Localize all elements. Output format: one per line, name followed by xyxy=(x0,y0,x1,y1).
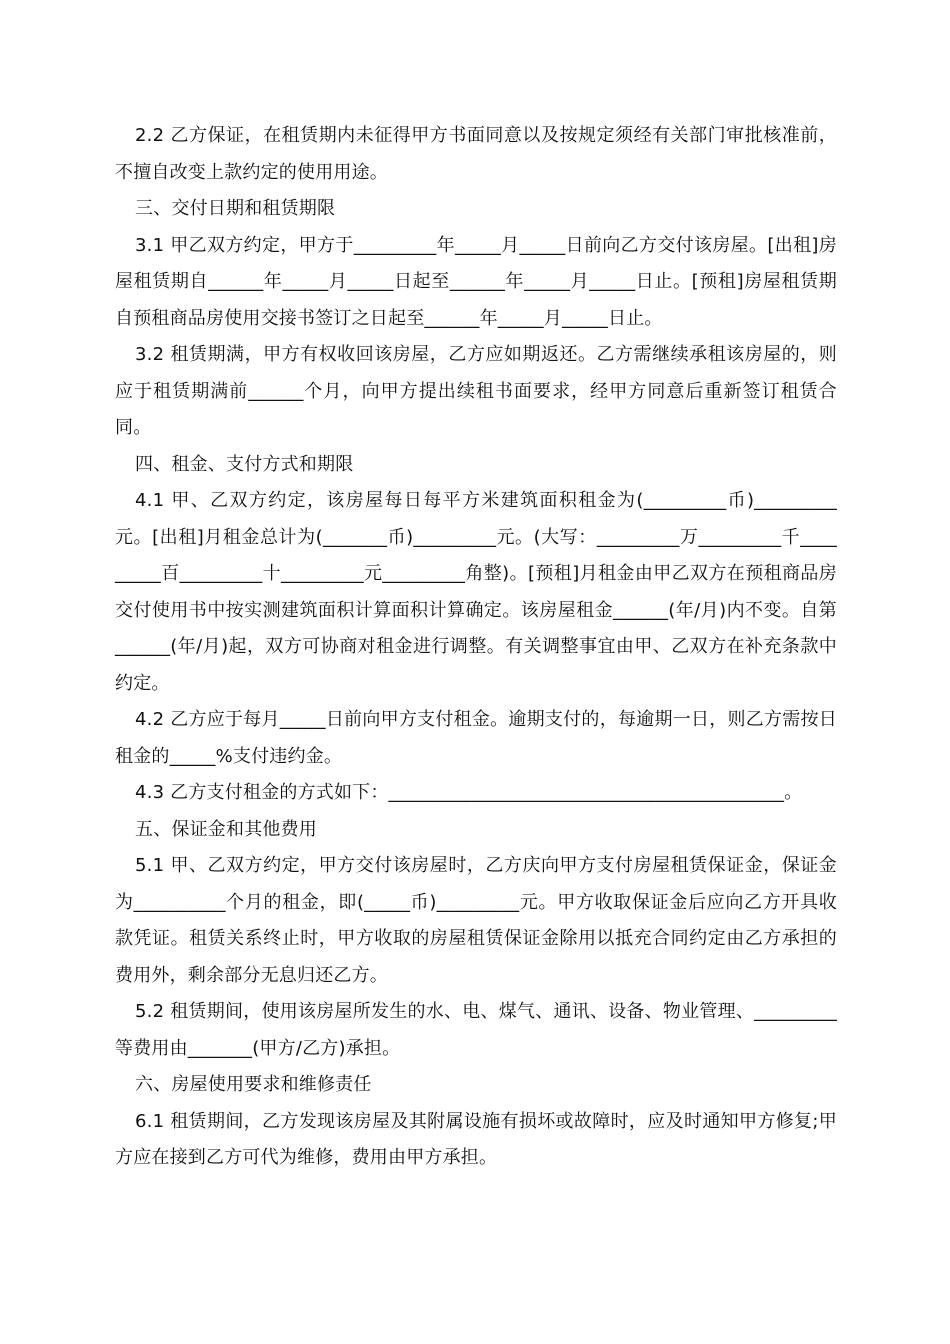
clause-4-3: 4.3 乙方支付租金的方式如下：___________________________________________。 xyxy=(135,782,803,803)
section-heading-6: 六、房屋使用要求和维修责任 xyxy=(135,1074,372,1095)
document-body xyxy=(115,118,837,1177)
section-heading-3: 三、交付日期和租赁期限 xyxy=(135,198,336,219)
section-heading-5: 五、保证金和其他费用 xyxy=(135,818,317,840)
section-heading-4: 四、租金、支付方式和期限 xyxy=(135,453,354,475)
clause-2-2: 2.2 乙方保证，在租赁期内未征得甲方书面同意以及按规定须经有关部门审批核准前，不擅自改变上款约定的使用用途。 xyxy=(115,125,837,183)
clause-5-1: 5.1 甲、乙双方约定，甲方交付该房屋时，乙方庆向甲方支付房屋租赁保证金，保证金为__________个月的租金，即(_____币)_________元。甲方收取保证金后应向乙方开具收款凭证。租赁关系终止时，甲方收取的房屋租赁保证金除用以抵充合同约定由乙方承担的费用外，剩余部分无息归还乙方。 xyxy=(115,855,837,986)
clause-6-1: 6.1 租赁期间，乙方发现该房屋及其附属设施有损坏或故障时，应及时通知甲方修复;甲方应在接到乙方可代为维修，费用由甲方承担。 xyxy=(115,1110,837,1168)
clause-5-2: 5.2 租赁期间，使用该房屋所发生的水、电、煤气、通讯、设备、物业管理、_________等费用由_______(甲方/乙方)承担。 xyxy=(115,1001,837,1059)
clause-4-1: 4.1 甲、乙双方约定，该房屋每日每平方米建筑面积租金为(_________币)_________元。[出租]月租金总计为(_______币)_________元。(大写：_________万_________千_________百_________十_________元_________角整)。[预租]月租金由甲乙双方在预租商品房交付使用书中按实测建筑面积计算面积计算确定。该房屋租金______(年/月)内不变。自第______(年/月)起，双方可协商对租金进行调整。有关调整事宜由甲、乙双方在补充条款中约定。 xyxy=(115,490,837,694)
clause-3-2: 3.2 租赁期满，甲方有权收回该房屋，乙方应如期返还。乙方需继续承租该房屋的，则应于租赁期满前______个月，向甲方提出续租书面要求，经甲方同意后重新签订租赁合同。 xyxy=(115,344,837,438)
clause-4-2: 4.2 乙方应于每月_____日前向甲方支付租金。逾期支付的，每逾期一日，则乙方需按日租金的_____%支付违约金。 xyxy=(115,709,837,767)
clause-3-1: 3.1 甲乙双方约定，甲方于_________年_____月_____日前向乙方交付该房屋。[出租]房屋租赁期自______年_____月_____日起至______年_____月_____日止。[预租]房屋租赁期自预租商品房使用交接书签订之日起至______年_____月_____日止。 xyxy=(115,234,837,329)
